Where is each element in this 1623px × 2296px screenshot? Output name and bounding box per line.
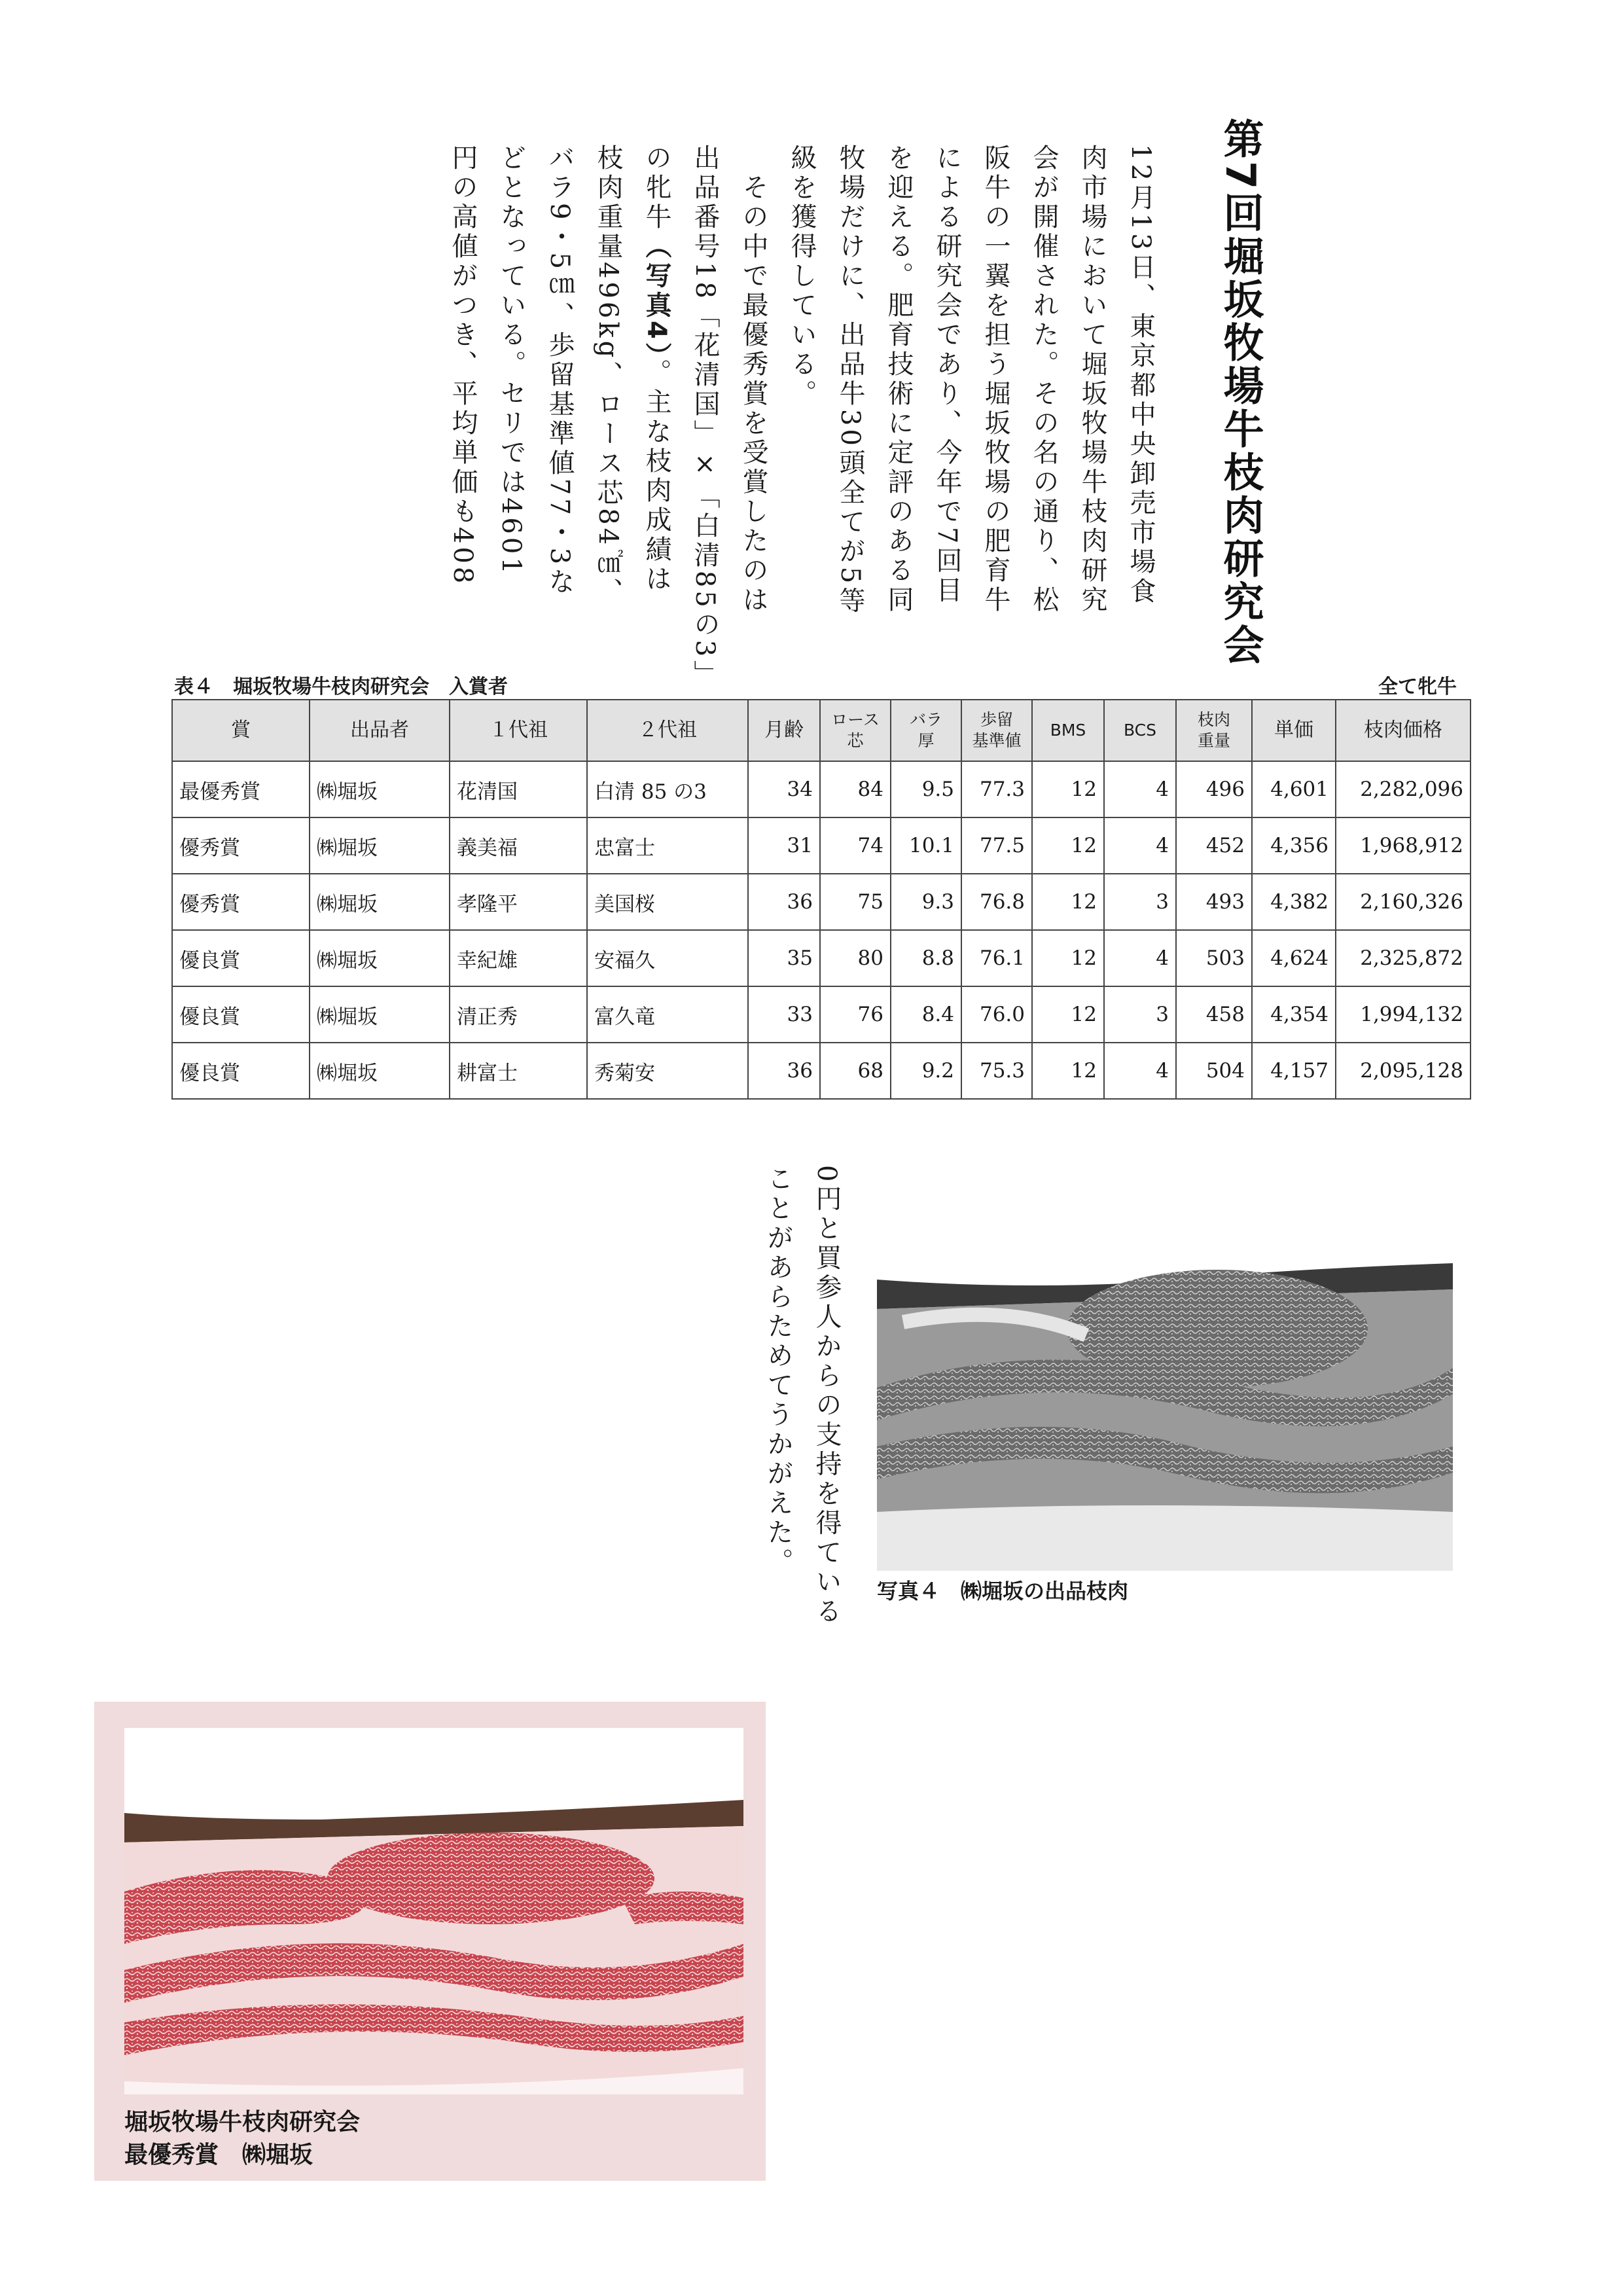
cell-award: 優良賞 [172, 930, 310, 986]
cell-yield: 76.0 [961, 986, 1032, 1043]
header-rib-thickness-label: バラ 厚 [909, 710, 942, 750]
paragraph2-line-4: 枝肉重量496kg、ロース芯84㎠、 [593, 144, 623, 607]
award-caption-line-1: 堀坂牧場牛枝肉研究会 [124, 2109, 361, 2136]
cell-award: 優秀賞 [172, 817, 310, 874]
cell-yield: 77.3 [961, 761, 1032, 817]
photo-4-caption: 写真４ ㈱堀坂の出品枝肉 [877, 1579, 1129, 1604]
cell-weight: 458 [1176, 986, 1252, 1043]
cell-rib-thickness: 9.5 [891, 761, 961, 817]
table-caption: 表４ 堀坂牧場牛枝肉研究会 入賞者 [174, 675, 508, 698]
cell-exhibitor: ㈱堀坂 [310, 1043, 450, 1099]
cell-carcass-price: 1,968,912 [1336, 817, 1471, 874]
cell-bms: 12 [1032, 761, 1104, 817]
cell-bms: 12 [1032, 930, 1104, 986]
table-caption-row [174, 670, 1457, 696]
cell-rib-thickness: 10.1 [891, 817, 961, 874]
table-row [172, 986, 1471, 1043]
cell-sire1: 義美福 [450, 817, 587, 874]
award-caption-line-2: 最優秀賞 ㈱堀坂 [124, 2142, 313, 2168]
cell-award: 優良賞 [172, 1043, 310, 1099]
cell-bcs: 3 [1104, 986, 1176, 1043]
cell-bcs: 4 [1104, 817, 1176, 874]
header-yield-label: 歩留 基準値 [972, 710, 1022, 750]
cell-ribeye: 84 [820, 761, 891, 817]
cell-weight: 452 [1176, 817, 1252, 874]
header-weight [1176, 700, 1252, 761]
cell-unit-price: 4,382 [1252, 874, 1336, 930]
cell-age: 36 [748, 1043, 820, 1099]
cell-rib-thickness: 8.4 [891, 986, 961, 1043]
cell-carcass-price: 2,325,872 [1336, 930, 1471, 986]
cell-sire1: 清正秀 [450, 986, 587, 1043]
cell-bcs: 4 [1104, 761, 1176, 817]
header-carcass-price: 枝肉価格 [1336, 700, 1471, 761]
cell-sire2: 富久竜 [587, 986, 748, 1043]
paragraph2-line-3: の牝牛 [641, 144, 671, 232]
header-ribeye [820, 700, 891, 761]
header-ribeye-label: ロース 芯 [831, 710, 880, 750]
cell-bcs: 4 [1104, 930, 1176, 986]
cell-age: 36 [748, 874, 820, 930]
cell-weight: 503 [1176, 930, 1252, 986]
cell-ribeye: 68 [820, 1043, 891, 1099]
cell-exhibitor: ㈱堀坂 [310, 874, 450, 930]
cell-award: 優秀賞 [172, 874, 310, 930]
cell-rib-thickness: 9.2 [891, 1043, 961, 1099]
cell-unit-price: 4,157 [1252, 1043, 1336, 1099]
cell-yield: 76.1 [961, 930, 1032, 986]
cell-unit-price: 4,354 [1252, 986, 1336, 1043]
header-bcs: BCS [1104, 700, 1176, 761]
carcass-photo-4-image [877, 1172, 1453, 1571]
cell-age: 31 [748, 817, 820, 874]
cell-carcass-price: 2,095,128 [1336, 1043, 1471, 1099]
paragraph2-line-7: 円の高値がつき、平均単価も408 [448, 144, 478, 587]
paragraph2-line-5: バラ9・5㎝、歩留基準値77・3な [544, 144, 575, 598]
cell-yield: 77.5 [961, 817, 1032, 874]
carcass-photo-4 [877, 1172, 1453, 1571]
paragraph2-line-6: どとなっている。セリでは4601 [496, 144, 526, 577]
cell-sire2: 白清 85 の3 [587, 761, 748, 817]
cell-bms: 12 [1032, 986, 1104, 1043]
header-unit-price: 単価 [1252, 700, 1336, 761]
cell-bms: 12 [1032, 817, 1104, 874]
cell-bcs: 3 [1104, 874, 1176, 930]
cell-exhibitor: ㈱堀坂 [310, 986, 450, 1043]
cell-sire2: 美国桜 [587, 874, 748, 930]
cell-age: 34 [748, 761, 820, 817]
header-rib-thickness [891, 700, 961, 761]
cell-sire1: 耕富士 [450, 1043, 587, 1099]
article-title: 第7回堀坂牧場牛枝肉研究会 [1217, 118, 1264, 668]
cell-ribeye: 75 [820, 874, 891, 930]
cell-ribeye: 74 [820, 817, 891, 874]
article-paragraph-1: 12月13日、東京都中央卸売市場食 肉市場において堀坂牧場牛枝肉研究 会が開催された。その名の通り、松 阪牛の一翼を担う堀坂牧場の肥育牛 による研究会であり、今年で7回目 を迎える。肥育技術に定評のある同 牧場だけに、出品牛30頭全てが5等 級を獲得している。 [787, 144, 1156, 617]
cell-carcass-price: 2,282,096 [1336, 761, 1471, 817]
header-award: 賞 [172, 700, 310, 761]
header-bms: BMS [1032, 700, 1104, 761]
cell-ribeye: 80 [820, 930, 891, 986]
cell-weight: 504 [1176, 1043, 1252, 1099]
cell-yield: 76.8 [961, 874, 1032, 930]
table-row [172, 817, 1471, 874]
cell-bms: 12 [1032, 874, 1104, 930]
cell-exhibitor: ㈱堀坂 [310, 761, 450, 817]
table-row [172, 930, 1471, 986]
cell-unit-price: 4,356 [1252, 817, 1336, 874]
cell-yield: 75.3 [961, 1043, 1032, 1099]
paragraph2-line-2: 出品番号18「花清国」×「白清85の3」 [690, 144, 720, 690]
table-note: 全て牝牛 [1378, 675, 1457, 698]
header-sire1: １代祖 [450, 700, 587, 761]
results-table [171, 699, 1471, 1100]
cell-age: 35 [748, 930, 820, 986]
cell-exhibitor: ㈱堀坂 [310, 817, 450, 874]
cell-bcs: 4 [1104, 1043, 1176, 1099]
cell-unit-price: 4,624 [1252, 930, 1336, 986]
paragraph2-line-3b: 。主な枝肉成績は [641, 358, 671, 594]
paragraph2-line-1: その中で最優秀賞を受賞したのは [738, 144, 768, 615]
table-row [172, 1043, 1471, 1099]
cell-award: 優良賞 [172, 986, 310, 1043]
table-row [172, 761, 1471, 817]
cell-carcass-price: 1,994,132 [1336, 986, 1471, 1043]
cell-weight: 496 [1176, 761, 1252, 817]
header-yield [961, 700, 1032, 761]
cell-rib-thickness: 8.8 [891, 930, 961, 986]
cell-unit-price: 4,601 [1252, 761, 1336, 817]
header-sire2: ２代祖 [587, 700, 748, 761]
header-age: 月齢 [748, 700, 820, 761]
winning-carcass-photo-image [124, 1728, 743, 2094]
cell-sire1: 幸紀雄 [450, 930, 587, 986]
cell-sire2: 忠富士 [587, 817, 748, 874]
cell-award: 最優秀賞 [172, 761, 310, 817]
header-exhibitor: 出品者 [310, 700, 450, 761]
table-row [172, 874, 1471, 930]
cell-ribeye: 76 [820, 986, 891, 1043]
photo-reference: （写真4） [641, 232, 671, 359]
cell-sire2: 秀菊安 [587, 1043, 748, 1099]
cell-rib-thickness: 9.3 [891, 874, 961, 930]
table-header-row [172, 700, 1471, 761]
cell-bms: 12 [1032, 1043, 1104, 1099]
cell-age: 33 [748, 986, 820, 1043]
article-continuation: 0円と買参人からの支持を得ている ことがあらためてうかがえた。 [763, 1165, 842, 1627]
article-body [419, 144, 1165, 690]
winning-carcass-photo [124, 1728, 743, 2094]
cell-carcass-price: 2,160,326 [1336, 874, 1471, 930]
cell-sire2: 安福久 [587, 930, 748, 986]
cell-sire1: 孝隆平 [450, 874, 587, 930]
award-caption [124, 2106, 713, 2172]
cell-exhibitor: ㈱堀坂 [310, 930, 450, 986]
cell-weight: 493 [1176, 874, 1252, 930]
cell-sire1: 花清国 [450, 761, 587, 817]
header-weight-label: 枝肉 重量 [1197, 710, 1230, 750]
